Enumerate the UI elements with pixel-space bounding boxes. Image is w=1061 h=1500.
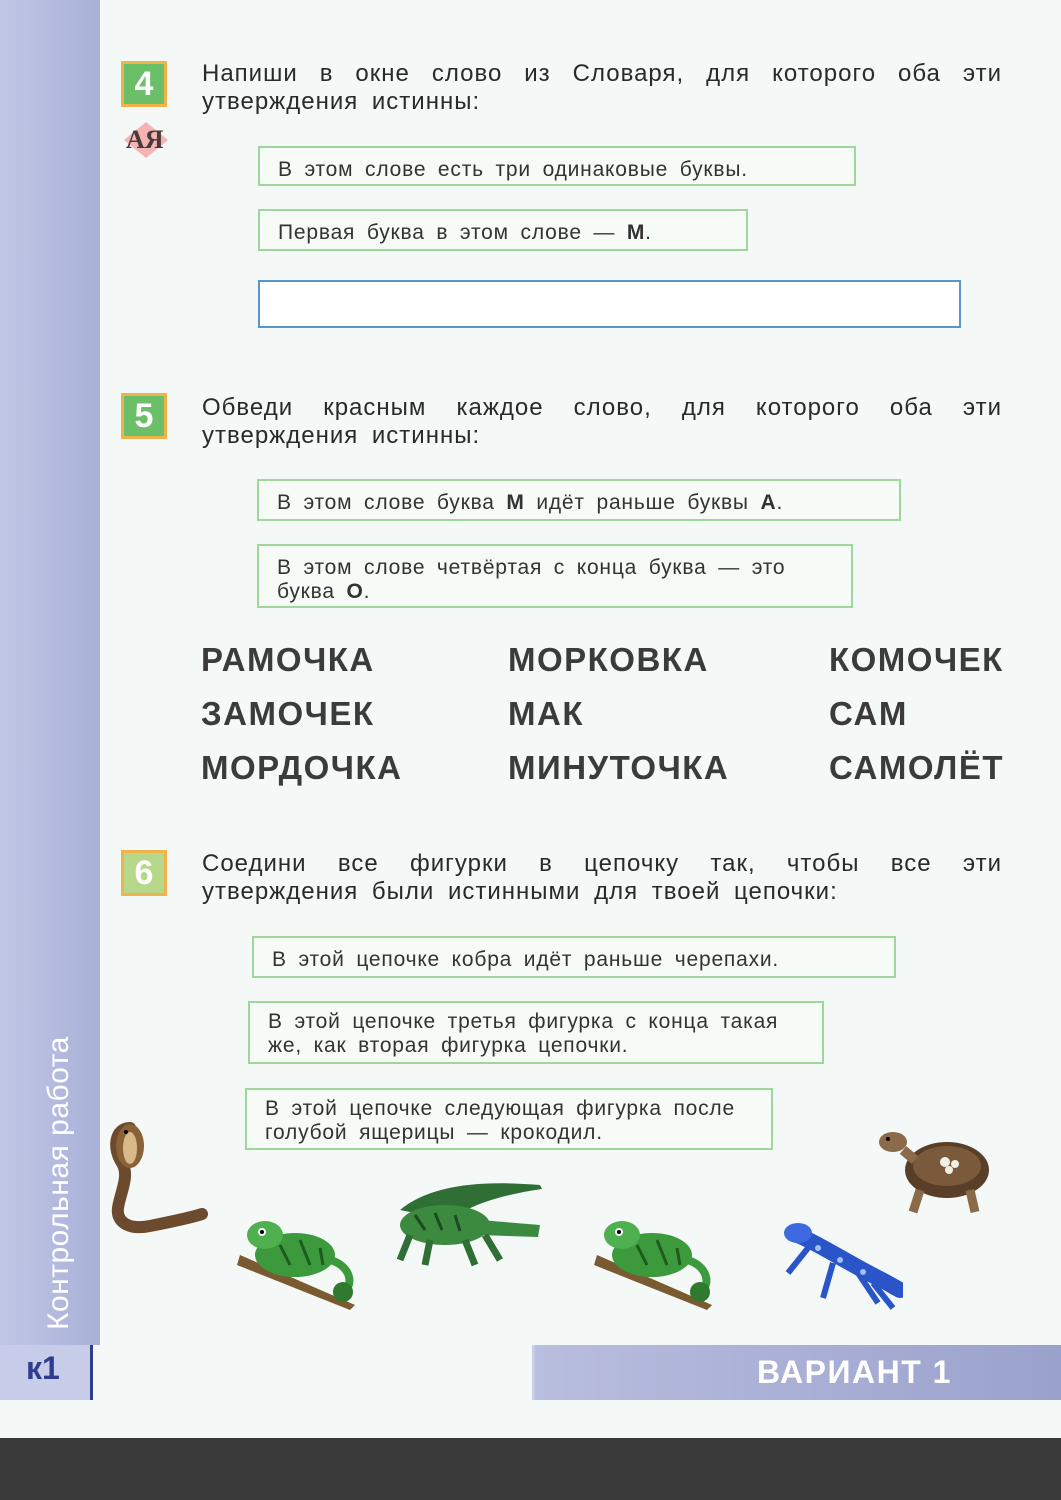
green-chameleon-figure[interactable] [235, 1210, 365, 1310]
word-item[interactable]: ЗАМОЧЕК [201, 695, 375, 732]
dict-letters: АЯ [126, 125, 164, 154]
word-item[interactable]: САМОЛЁТ [829, 749, 1005, 786]
task-6-statement-1: В этой цепочке кобра идёт раньше черепахи. [252, 936, 896, 978]
dictionary-icon [120, 118, 172, 162]
word-item[interactable]: МАК [508, 695, 584, 732]
task-4-statement-1: В этом слове есть три одинаковые буквы. [258, 146, 856, 186]
page-label: к1 [26, 1350, 60, 1386]
green-chameleon-figure[interactable] [592, 1210, 722, 1310]
task-5-text: Обведи красным каждое слово, для которого оба эти утверждения истинны: [202, 394, 1002, 449]
turtle-figure[interactable] [875, 1120, 995, 1220]
word-item[interactable]: МОРКОВКА [508, 641, 709, 678]
page-divider [90, 1345, 93, 1400]
answer-input-box[interactable] [258, 280, 961, 328]
task-5-statement-2: В этом слове четвёртая с конца буква — это буква О. [257, 544, 853, 608]
blue-lizard-figure[interactable] [778, 1218, 903, 1313]
task-4-text: Напиши в окне слово из Словаря, для которого оба эти утверждения истинны: [202, 60, 1002, 115]
task-6-statement-3: В этой цепочке следующая фигурка после голубой ящерицы — крокодил. [245, 1088, 773, 1150]
task-6-number: 6 [121, 850, 167, 896]
task-4-number: 4 [121, 61, 167, 107]
crocodile-figure[interactable] [390, 1175, 550, 1270]
task-4-statement-2: Первая буква в этом слове — М. [258, 209, 748, 251]
bottom-white-panel [92, 1345, 532, 1400]
word-item[interactable]: КОМОЧЕК [829, 641, 1004, 678]
variant-label: ВАРИАНТ 1 [757, 1354, 952, 1390]
word-item[interactable]: САМ [829, 695, 908, 732]
task-6-statement-2: В этой цепочке третья фигурка с конца такая же, как вторая фигурка цепочки. [248, 1001, 824, 1064]
footer-band [0, 1438, 1061, 1500]
task-5-number: 5 [121, 393, 167, 439]
side-label: Контрольная работа [42, 1036, 75, 1330]
word-item[interactable]: РАМОЧКА [201, 641, 375, 678]
cobra-figure[interactable] [100, 1118, 210, 1238]
task-5-statement-1: В этом слове буква М идёт раньше буквы А. [257, 479, 901, 521]
task-6-text: Соедини все фигурки в цепочку так, чтобы все эти утверждения были истинными для твоей цепочки: [202, 850, 1002, 905]
word-item[interactable]: МОРДОЧКА [201, 749, 403, 786]
word-item[interactable]: МИНУТОЧКА [508, 749, 730, 786]
